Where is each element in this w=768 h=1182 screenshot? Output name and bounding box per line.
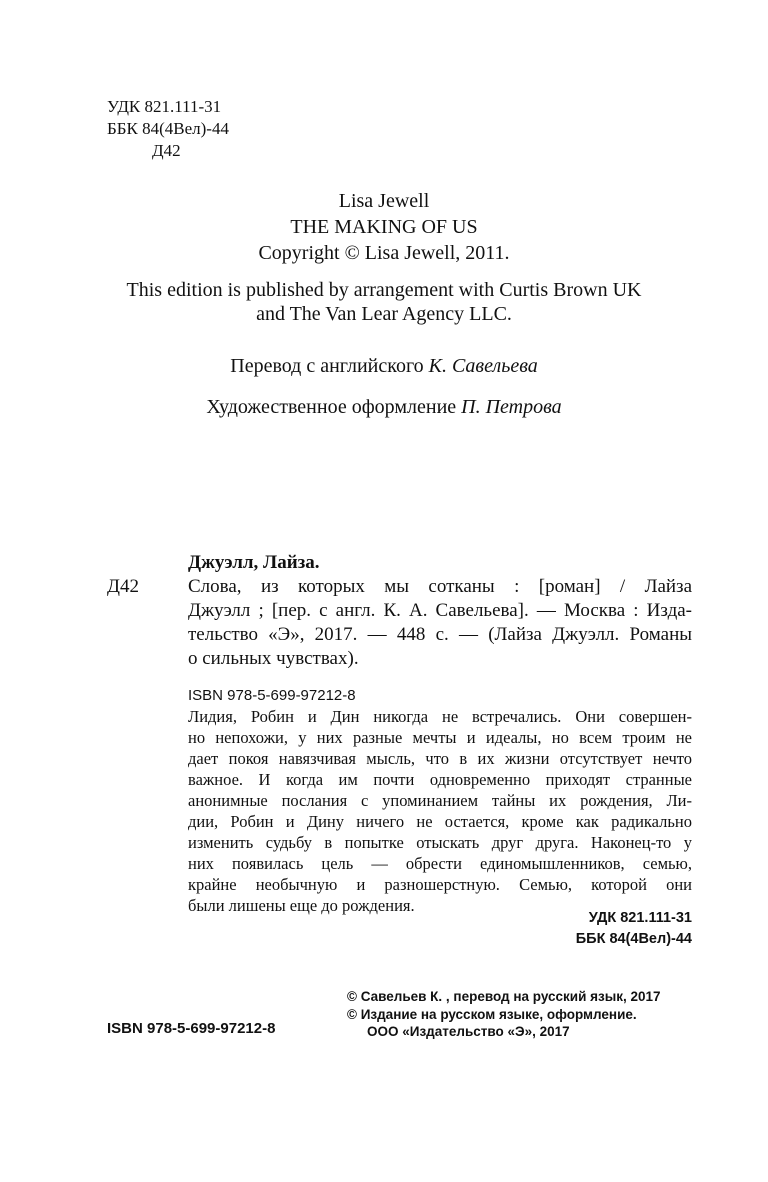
copyright-line-1: © Савельев К. , перевод на русский язык, 2017 [347, 989, 661, 1004]
translation-credit [0, 353, 768, 379]
bibliographic-record [107, 551, 692, 707]
entry-line: тельство «Э», 2017. — 448 с. — (Лайза Джуэлл. Романы [188, 624, 692, 645]
author-mark: Д42 [152, 141, 181, 160]
annotation [188, 706, 692, 916]
translator-name: К. Савельева [428, 355, 538, 377]
annotation-line: Лидия, Робин и Дин никогда не встречались. Они совершен- [188, 707, 692, 726]
annotation-line: них появилась цель — обрести единомышленников, семью, [188, 854, 692, 873]
copyright-line-3: ООО «Издательство «Э», 2017 [367, 1024, 570, 1039]
edition-notice [0, 278, 768, 326]
design-credit [0, 394, 768, 420]
classification-codes-bottom [576, 908, 692, 950]
original-author: Lisa Jewell [338, 190, 430, 212]
annotation-line: важное. И когда им почти одновременно приходят странные [188, 770, 692, 789]
annotation-line: крайне необычную и разношерстную. Семью, которой они [188, 875, 692, 894]
bbk-code: ББК 84(4Вел)-44 [107, 119, 229, 138]
bbk-code-bottom: ББК 84(4Вел)-44 [575, 931, 692, 947]
copyright-line-2: © Издание на русском языке, оформление. [347, 1006, 637, 1022]
classification-codes-top [107, 96, 229, 162]
annotation-line: но непохожи, у них разные мечты и идеалы, но всем троим не [188, 728, 692, 747]
design-prefix: Художественное оформление [206, 396, 457, 418]
udk-code: УДК 821.111-31 [107, 97, 222, 116]
entry-line: Слова, из которых мы сотканы : [роман] / Лайза [188, 576, 692, 597]
entry-line: о сильных чувствах). [188, 648, 359, 669]
annotation-line: были лишены еще до рождения. [188, 896, 415, 915]
entry-code: Д42 [107, 576, 139, 597]
designer-name: П. Петрова [461, 396, 562, 418]
translation-prefix: Перевод с английского [230, 355, 424, 377]
copyright-block [347, 988, 661, 1041]
annotation-line: изменить судьбу в попытке отыскать друг друга. Наконец-то у [188, 833, 692, 852]
author-heading: Джуэлл, Лайза. [188, 552, 320, 573]
edition-line-1: This edition is published by arrangement with Curtis Brown UK [126, 279, 642, 301]
annotation-line: дии, Робин и Дину ничего не остается, кроме как радикально [188, 812, 692, 831]
udk-code-bottom: УДК 821.111-31 [588, 910, 692, 926]
original-edition-info [0, 188, 768, 266]
original-title: THE MAKING OF US [290, 216, 478, 238]
bibliographic-entry [107, 575, 692, 671]
annotation-line: дает покоя навязчивая мысль, что в их жизни отсутствует нечто [188, 749, 692, 768]
annotation-line: анонимные послания с упоминанием тайны их рождения, Ли- [188, 791, 692, 810]
entry-text [107, 575, 692, 671]
isbn-bottom: ISBN 978-5-699-97212-8 [107, 1020, 276, 1037]
entry-isbn: ISBN 978-5-699-97212-8 [188, 687, 356, 704]
edition-line-2: and The Van Lear Agency LLC. [256, 303, 512, 325]
entry-line: Джуэлл ; [пер. с англ. К. А. Савельева]. — Москва : Изда- [188, 600, 692, 621]
original-copyright: Copyright © Lisa Jewell, 2011. [258, 242, 510, 264]
